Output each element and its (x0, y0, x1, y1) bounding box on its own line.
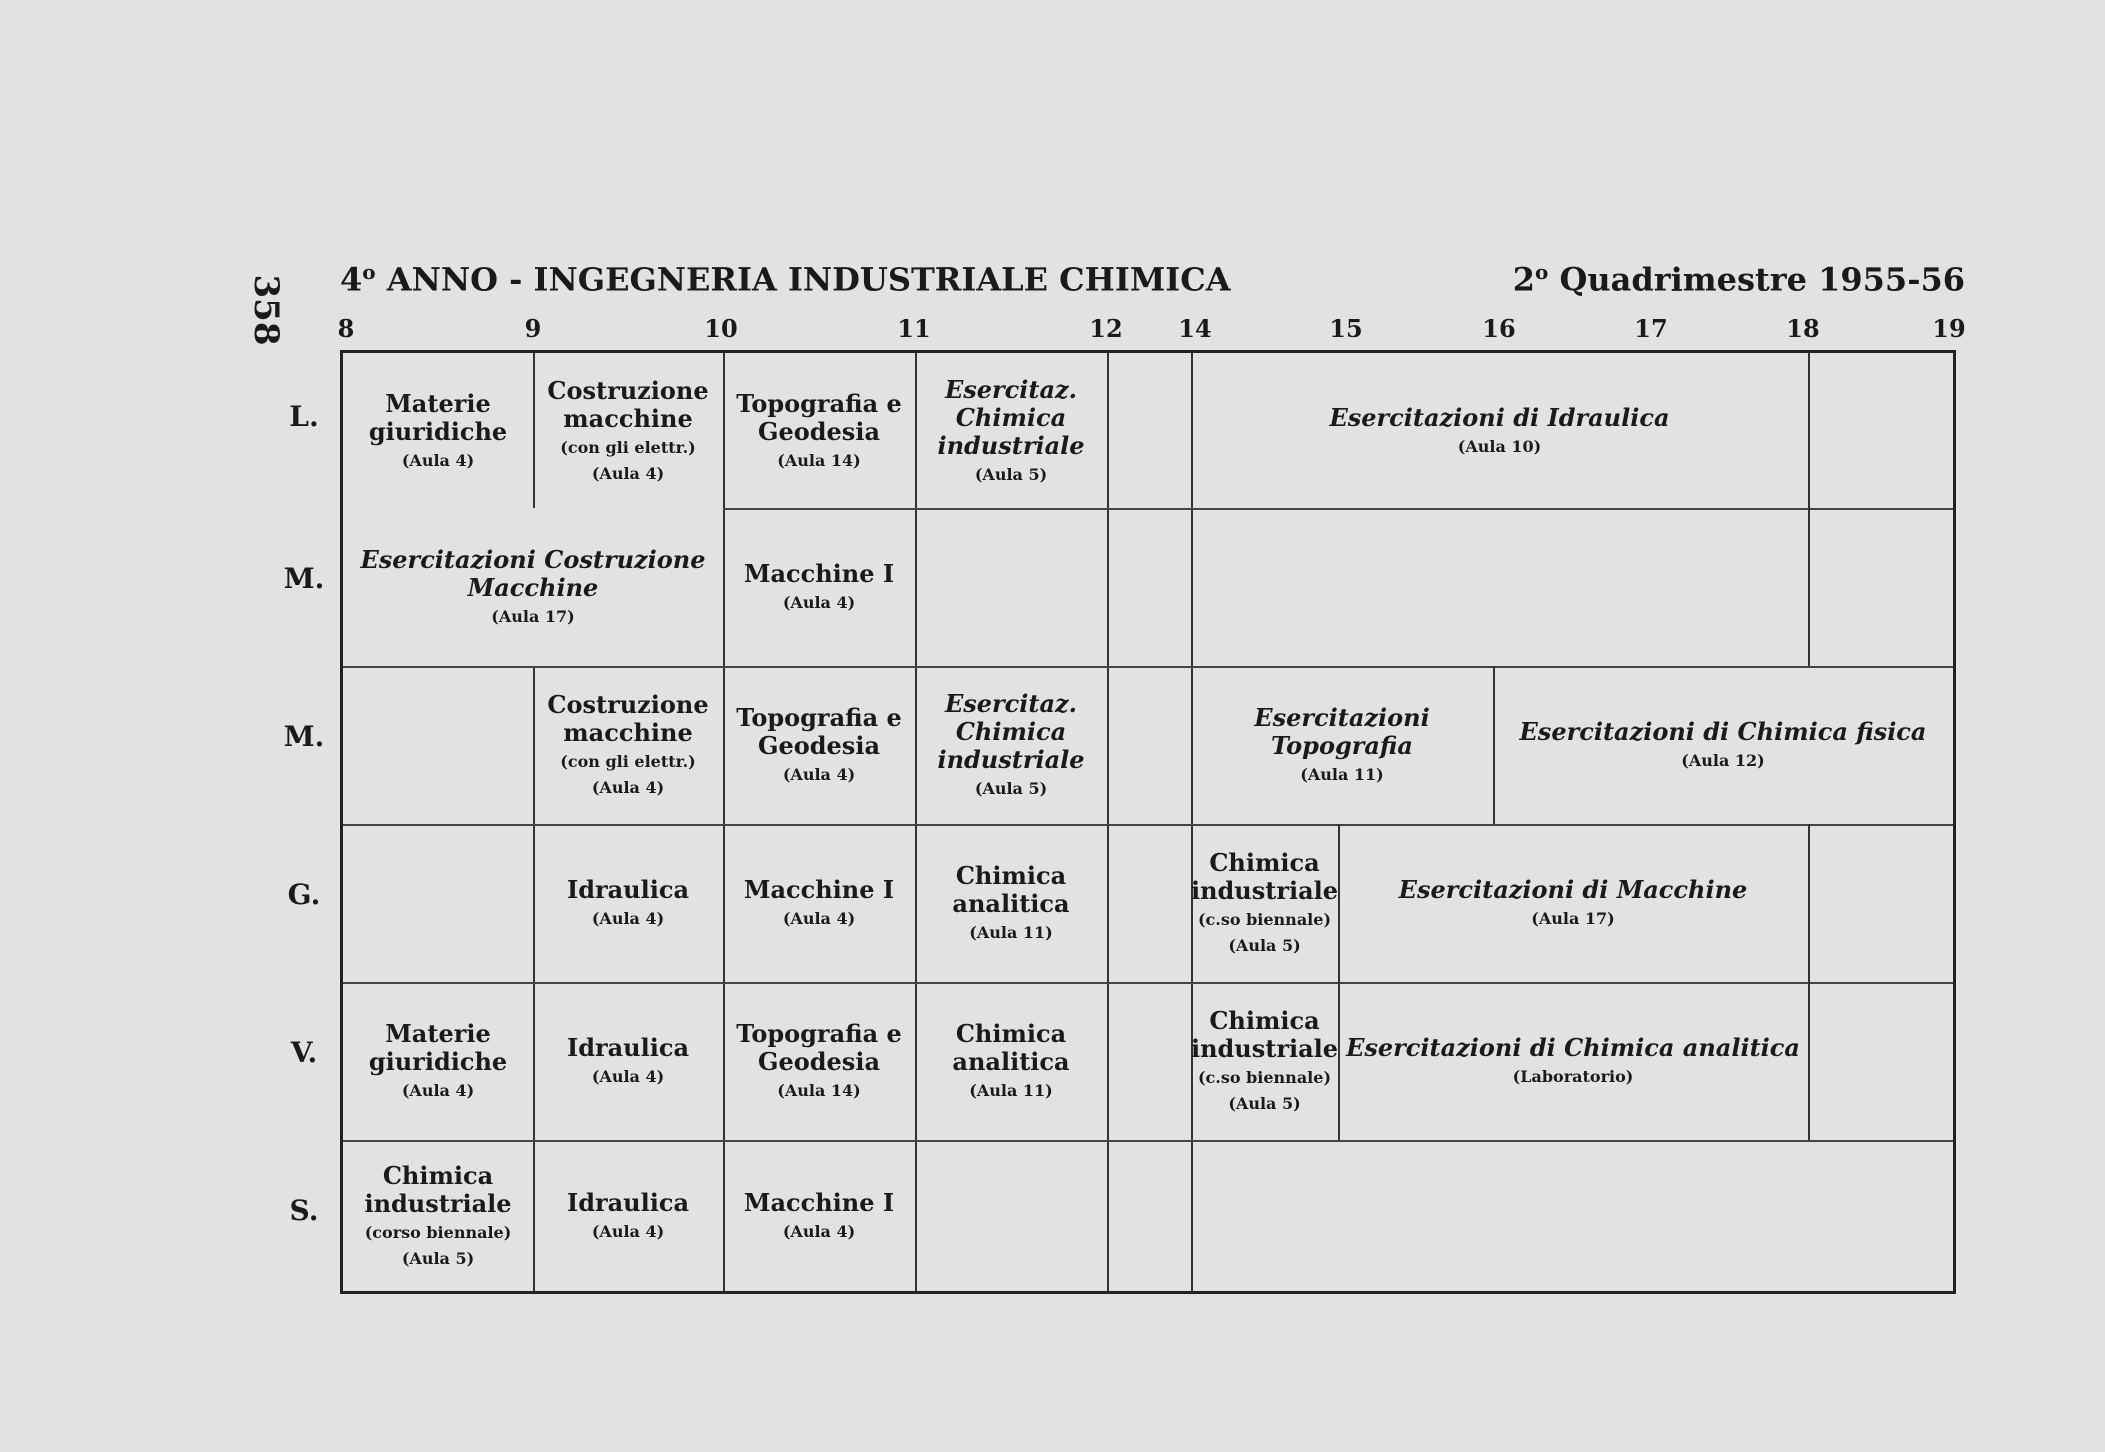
lesson-name: Esercitazioni Costruzione Macchine (360, 545, 706, 602)
timetable-grid (340, 350, 1956, 1294)
lesson-name: Idraulica (566, 1033, 690, 1062)
hour-label: 15 (1329, 314, 1363, 343)
lesson-name: Chimica industriale (364, 1160, 512, 1218)
lesson-note: (corso biennale) (364, 1222, 512, 1242)
lesson-room: (Aula 11) (1300, 765, 1384, 784)
hour-label: 11 (897, 314, 931, 343)
lesson-name: Esercitazioni di Chimica analitica (1346, 1033, 1800, 1062)
lesson-name: Esercitaz. Chimica industriale (937, 689, 1085, 774)
lesson-room: (Aula 4) (782, 593, 856, 612)
hour-label: 16 (1482, 314, 1516, 343)
lesson-cell (723, 666, 915, 824)
lesson-room: (Aula 5) (974, 464, 1048, 484)
lesson-cell (723, 824, 915, 982)
lesson-room: (Aula 14) (777, 450, 861, 470)
hour-label: 10 (704, 314, 738, 343)
hour-label: 9 (524, 314, 542, 343)
lesson-cell (533, 982, 723, 1140)
lesson-cell (343, 508, 723, 666)
hour-label: 8 (337, 314, 355, 343)
lesson-name: Esercitaz. Chimica industriale (937, 374, 1085, 460)
lesson-cell (1493, 666, 1953, 824)
lesson-cell (533, 1140, 723, 1291)
lesson-cell (533, 666, 723, 824)
lesson-room: (Aula 4) (591, 463, 665, 483)
day-label-tuesday: M. (283, 562, 325, 595)
lesson-cell (1191, 982, 1338, 1140)
lesson-cell (915, 824, 1107, 982)
grid-line (1808, 353, 1810, 666)
lesson-cell (723, 353, 915, 508)
lesson-room: (Aula 4) (401, 450, 475, 470)
lesson-note: (con gli elettr.) (560, 437, 696, 457)
lesson-name: Costruzione macchine (547, 690, 709, 747)
lesson-note: (c.so biennale) (1197, 910, 1332, 929)
lesson-cell (915, 353, 1107, 508)
page-title: 4$^o$ ANNO - INGEGNERIA INDUSTRIALE CHIMICA (340, 260, 1231, 299)
lesson-cell (533, 824, 723, 982)
lesson-cell (1191, 824, 1338, 982)
lesson-name: Topografia e Geodesia (736, 388, 902, 446)
lesson-cell (1191, 353, 1808, 508)
lesson-room: (Aula 4) (782, 765, 856, 784)
lesson-name: Chimica analitica (952, 1019, 1070, 1076)
lesson-cell (1338, 824, 1808, 982)
lesson-name: Esercitazioni di Idraulica (1329, 402, 1670, 432)
day-label-wednesday: M. (283, 720, 325, 753)
lesson-cell (723, 1140, 915, 1291)
lesson-room: (Aula 5) (401, 1248, 475, 1268)
lesson-name: Esercitazioni di Chimica fisica (1519, 717, 1927, 746)
hour-label: 17 (1634, 314, 1668, 343)
day-label-thursday: G. (287, 878, 321, 911)
lesson-name: Topografia e Geodesia (736, 703, 902, 760)
lesson-room: (Aula 4) (782, 1221, 856, 1241)
hour-label: 12 (1089, 314, 1123, 343)
lesson-cell (1191, 666, 1493, 824)
hour-label: 18 (1786, 314, 1820, 343)
lesson-cell (723, 982, 915, 1140)
lesson-name: Macchine I (743, 559, 895, 588)
lesson-name: Esercitazioni di Macchine (1398, 875, 1748, 904)
lesson-room: (Aula 4) (591, 778, 665, 797)
lesson-room: (Aula 12) (1681, 751, 1765, 770)
lesson-cell (915, 982, 1107, 1140)
lesson-room: (Aula 11) (969, 923, 1053, 942)
lesson-note: (c.so biennale) (1197, 1068, 1332, 1087)
lesson-room: (Aula 4) (782, 909, 856, 928)
lesson-name: Idraulica (566, 875, 690, 904)
lesson-room: (Aula 17) (491, 607, 575, 626)
lesson-room: (Aula 5) (1228, 1094, 1301, 1113)
lesson-name: Materie giuridiche (368, 388, 508, 446)
semester-label: 2$^o$ Quadrimestre 1955-56 (1512, 260, 1965, 299)
hour-label: 19 (1932, 314, 1966, 343)
day-label-friday: V. (290, 1036, 318, 1069)
lesson-name: Chimica industriale (1190, 1006, 1339, 1063)
lesson-room: (Aula 5) (1228, 936, 1301, 955)
lesson-note: (con gli elettr.) (560, 752, 696, 771)
lesson-cell (1338, 982, 1808, 1140)
lesson-cell (343, 1140, 533, 1291)
day-label-monday: L. (289, 400, 319, 433)
page-number: 358 (246, 274, 286, 346)
lesson-cell (723, 508, 915, 666)
lesson-room: (Aula 4) (591, 1221, 665, 1241)
grid-line (1808, 824, 1810, 1140)
lesson-cell (343, 982, 533, 1140)
lesson-room: (Aula 4) (591, 1067, 665, 1086)
lesson-room: (Aula 14) (777, 1081, 861, 1100)
lesson-name: Chimica analitica (952, 861, 1070, 918)
lesson-name: Materie giuridiche (368, 1019, 508, 1076)
lesson-room: (Aula 4) (591, 909, 665, 928)
lesson-room: (Aula 11) (969, 1081, 1053, 1100)
lesson-room: (Aula 5) (974, 779, 1048, 798)
lesson-name: Idraulica (566, 1187, 690, 1217)
lesson-room: (Aula 17) (1531, 909, 1615, 928)
lesson-name: Esercitazioni Topografia (1254, 703, 1430, 760)
timetable-header (340, 260, 1965, 304)
lesson-name: Topografia e Geodesia (736, 1019, 902, 1076)
lesson-room: (Aula 4) (401, 1081, 475, 1100)
lesson-cell (915, 666, 1107, 824)
lesson-name: Macchine I (743, 1187, 895, 1217)
hour-scale (0, 314, 2105, 346)
lesson-cell (533, 353, 723, 508)
lesson-name: Costruzione macchine (547, 375, 709, 433)
lesson-room: (Aula 10) (1457, 436, 1542, 456)
grid-line (1107, 353, 1109, 1291)
lesson-name: Chimica industriale (1190, 848, 1339, 905)
day-label-saturday: S. (289, 1194, 319, 1227)
lesson-room: (Laboratorio) (1512, 1067, 1634, 1086)
lesson-cell (343, 353, 533, 508)
hour-label: 14 (1178, 314, 1212, 343)
lesson-name: Macchine I (743, 875, 895, 904)
